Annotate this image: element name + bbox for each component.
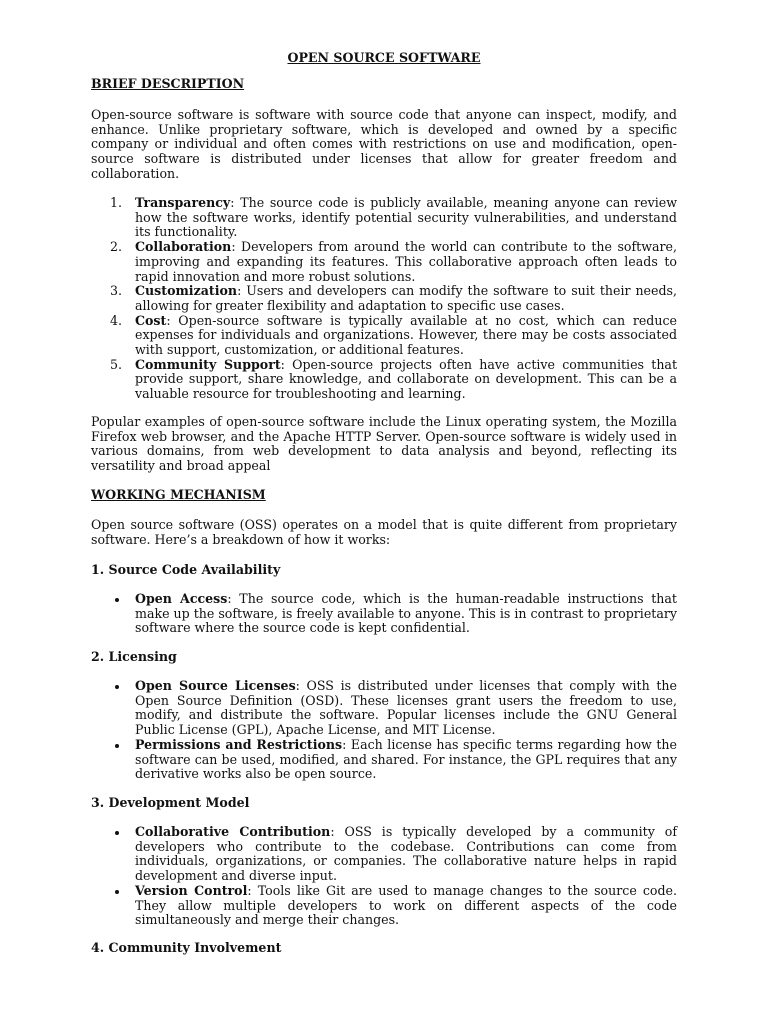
list-item: Permissions and Restrictions: Each license has specific terms regarding how the software can be used, modified, and shared. For instance, the GPL requires that any derivative works also be open source.	[112, 738, 677, 782]
development-model-list	[112, 825, 677, 928]
licensing-heading: 2. Licensing	[91, 649, 177, 664]
bullet-icon	[115, 831, 119, 835]
working-mechanism-heading: WORKING MECHANISM	[91, 487, 266, 502]
list-item: 3. Customization: Users and developers can modify the software to suit their needs, allowing for greater flexibility and adaptation to specific use cases.	[110, 283, 677, 313]
key-features-list	[110, 196, 677, 402]
bullet-icon	[115, 890, 119, 894]
examples-paragraph: Popular examples of open-source software include the Linux operating system, the Mozilla Firefox web browser, and the Apache HTTP Server. Open-source software is widely used in various domains, from web development to data analysis and beyond, reflecting its versatility and broad appeal	[91, 414, 677, 474]
list-item: Open Source Licenses: OSS is distributed under licenses that comply with the Open Source Definition (OSD). These licenses grant users the freedom to use, modify, and distribute the software. Popular licenses include the GNU General Public License (GPL), Apache License, and MIT License.	[112, 679, 677, 738]
community-involvement-heading: 4. Community Involvement	[91, 940, 282, 955]
list-item: Open Access: The source code, which is the human-readable instructions that make up the software, is freely available to anyone. This is in contrast to proprietary software where the source code is kept confidential.	[112, 592, 677, 636]
document-title: OPEN SOURCE SOFTWARE	[287, 50, 481, 65]
bullet-icon	[115, 685, 119, 689]
working-intro-paragraph: Open source software (OSS) operates on a model that is quite different from proprietary software. Here’s a breakdown of how it works:	[91, 517, 677, 547]
source-code-availability-heading: 1. Source Code Availability	[91, 562, 281, 577]
list-item: 1. Transparency: The source code is publicly available, meaning anyone can review how the software works, identify potential security vulnerabilities, and understand its functionality.	[110, 195, 677, 240]
list-item: 5. Community Support: Open-source projects often have active communities that provide support, share knowledge, and collaborate on development. This can be a valuable resource for troubleshooting and learning.	[110, 356, 678, 402]
list-item: 4. Cost: Open-source software is typically available at no cost, which can reduce expenses for individuals and organizations. However, there may be costs associated with support, customization, or additional features.	[110, 312, 677, 358]
brief-intro-paragraph: Open-source software is software with source code that anyone can inspect, modify, and enhance. Unlike proprietary software, which is developed and owned by a specific company or individual and often comes with restrictions on use and modification, open-source software is distributed under licenses that allow for greater freedom and collaboration.	[91, 107, 677, 181]
licensing-list	[112, 679, 677, 782]
bullet-icon	[115, 744, 119, 748]
brief-description-heading: BRIEF DESCRIPTION	[91, 76, 245, 91]
bullet-icon	[115, 598, 119, 602]
development-model-heading: 3. Development Model	[91, 795, 250, 810]
list-item: Collaborative Contribution: OSS is typically developed by a community of developers who contribute to the codebase. Contributions can come from individuals, organizations, or companies. The collaborative nature helps in rapid development and diverse input.	[112, 825, 677, 884]
list-item: Version Control: Tools like Git are used to manage changes to the source code. They allow multiple developers to work on different aspects of the code simultaneously and merge their changes.	[112, 884, 677, 928]
source-code-availability-list	[112, 592, 677, 636]
list-item: 2. Collaboration: Developers from around the world can contribute to the software, improving and expanding its features. This collaborative approach often leads to rapid innovation and more robust solutions.	[110, 239, 677, 284]
